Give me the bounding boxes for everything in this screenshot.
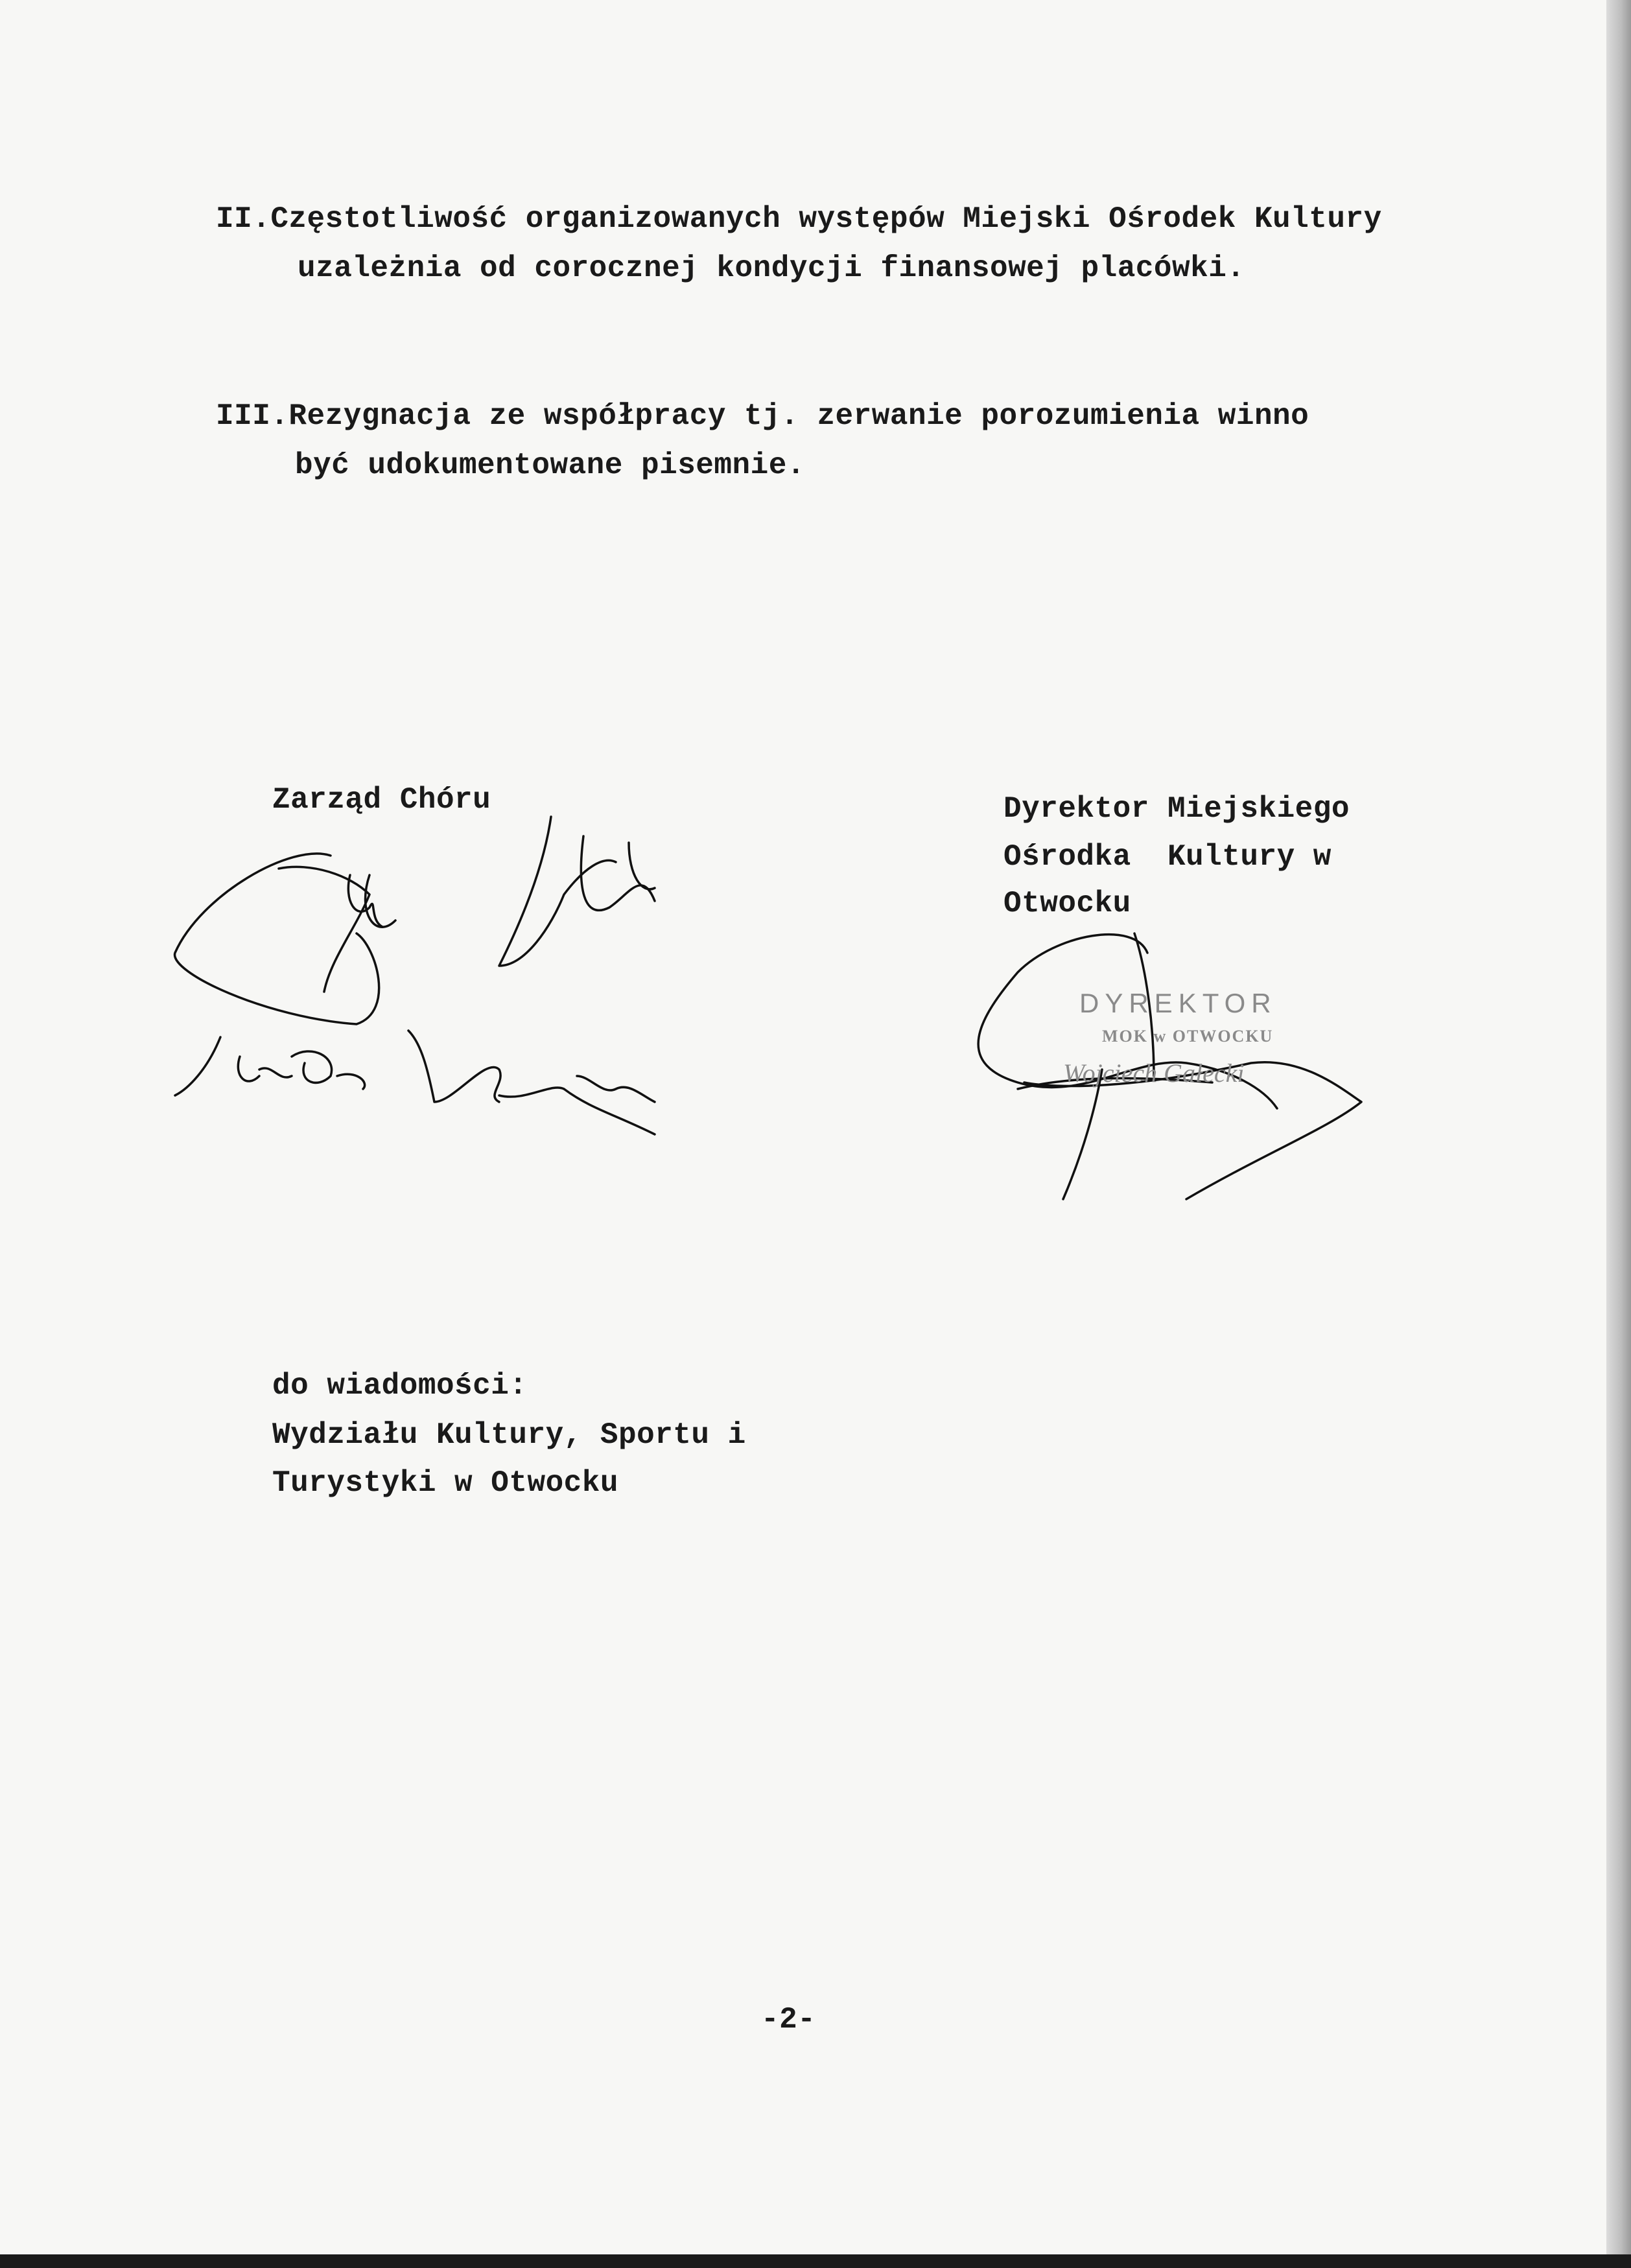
director-signature xyxy=(940,894,1394,1206)
right-signatory-line-3: Otwocku xyxy=(1003,887,1131,920)
paragraph-2-line-2: uzależnia od corocznej kondycji finansowej placówki. xyxy=(298,251,1245,285)
stamp-title: DYREKTOR xyxy=(1079,988,1277,1018)
paragraph-3-line-2: być udokumentowane pisemnie. xyxy=(295,449,805,482)
scan-right-edge xyxy=(1606,0,1631,2268)
stamp-subtitle: MOK w OTWOCKU xyxy=(1102,1027,1274,1046)
cc-heading: do wiadomości: xyxy=(272,1369,528,1403)
stamp-name: Wojciech Gałecki xyxy=(1063,1058,1245,1088)
paragraph-3-line-1: III.Rezygnacja ze współpracy tj. zerwanie porozumienia winno xyxy=(216,399,1309,433)
right-signatory-line-2: Ośrodka Kultury w xyxy=(1003,840,1332,874)
paragraph-2-line-1: II.Częstotliwość organizowanych występów Miejski Ośrodek Kultury xyxy=(216,202,1382,236)
page-number: -2- xyxy=(761,2003,816,2037)
choir-board-signatures xyxy=(162,797,784,1160)
left-signatory-title: Zarząd Chóru xyxy=(272,783,491,817)
cc-line-1: Wydziału Kultury, Sportu i xyxy=(272,1418,746,1452)
cc-line-2: Turystyki w Otwocku xyxy=(272,1466,618,1500)
right-signatory-line-1: Dyrektor Miejskiego xyxy=(1003,792,1350,826)
scan-bottom-edge xyxy=(0,2254,1631,2268)
